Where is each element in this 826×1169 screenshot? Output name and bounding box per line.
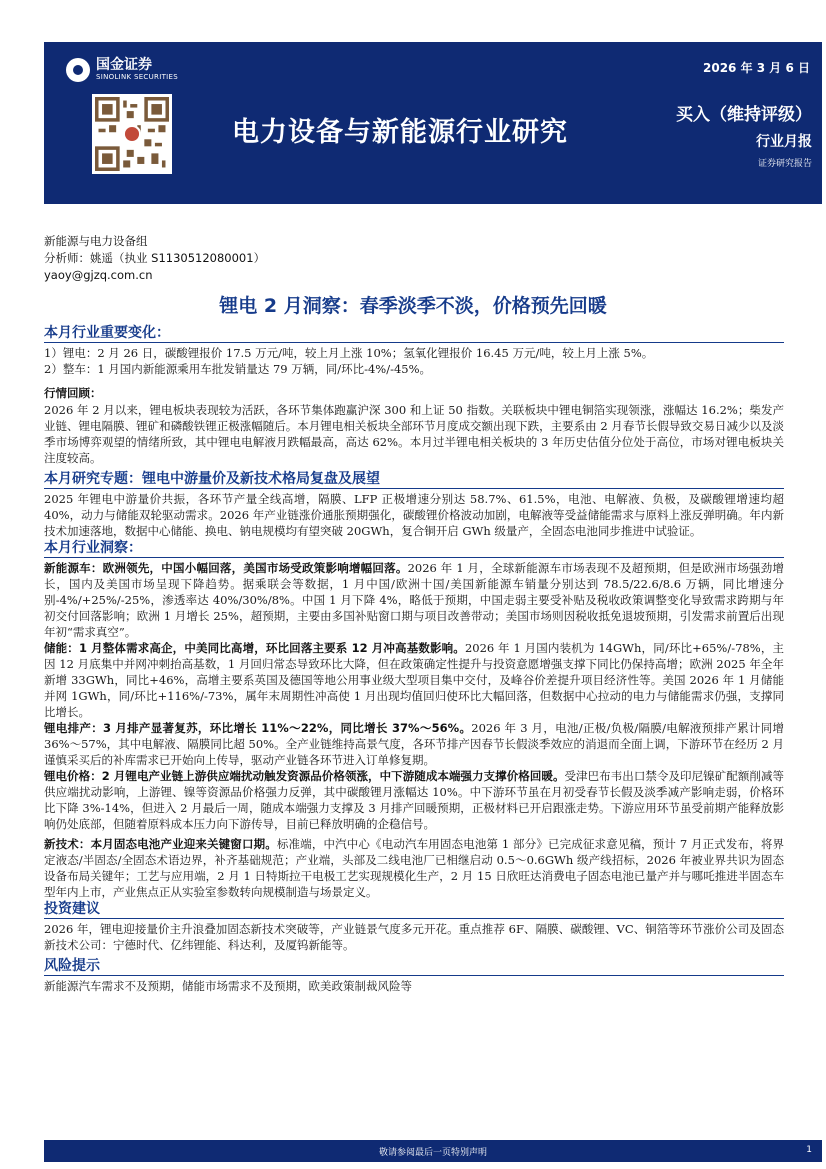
report-type: 行业月报 — [756, 134, 812, 150]
section-heading-review: 行情回顾： — [44, 386, 102, 400]
insight-text: 受津巴布韦出口禁令及印尼镍矿配额削减等供应端扰动影响，上游锂、镍等资源品价格强力反弹，其中碳酸锂月涨幅达 10%。中下游环节虽在月初受春节长假及淡季减产影响走弱，价格环比下降 3%-14%，但进入 2 月最后一周，随成本端强力支撑及 3 月排产回暖预期，正极材料已开启跟涨走势。下游应用环节虽受前期产能释放影响仍处底部，但随着原料成本压力向下游传导，目前已释放明确的企稳信号。 — [44, 769, 784, 831]
change-item: 1）锂电：2 月 26 日，碳酸锂报价 17.5 万元/吨，较上月上涨 10%；氢氧化锂报价 16.45 万元/吨，较上月上涨 5%。 — [44, 346, 654, 360]
logo-name-cn: 国金证券 — [96, 57, 152, 73]
insight-paragraph — [44, 768, 784, 832]
insight-paragraph — [44, 836, 784, 900]
review-text: 2026 年 2 月以来，锂电板块表现较为活跃，各环节集体跑赢沪深 300 和上证 50 指数。关联板块中锂电铜箔实现领涨，涨幅达 16.2%；柴发产业链、锂电隔膜、锂矿和磷酸铁锂正极涨幅随后。本月锂电相关板块全部环节月度成交额出现下跌，主要系由 2 月春节长假导致交易日减少以及淡季市场博弈观望的情绪所致，其中锂电电解液月跌幅最高，高达 62%。本月过半锂电相关板块的 3 年历史估值分位处于高位，市场对锂电板块关注度较高。 — [44, 403, 784, 465]
section-heading-changes: 本月行业重要变化： — [44, 324, 784, 343]
insight-paragraph — [44, 720, 784, 768]
insight-text: 2026 年 1 月国内装机为 14GWh，同/环比+65%/-78%，主因 12 月底集中并网冲刺抬高基数，1 月回归常态导致环比大降，但在政策确定性提升与投资意愿增强支撑下同比仍保持高增；欧洲 2025 年全年新增 33GWh，同比+46%，高增主要系英国及德国等地公用事业级大型项目集中交付，及峰谷价差提升项目经济性等。美国 2026 年 1 月储能并网 1GWh，同/环比+116%/-73%，属年末周期性冲高使 1 月出现均值回归使环比大幅回落，但数据中心拉动的电力与储能需求仍强，支撑同比增长。 — [44, 641, 784, 719]
analyst-name: 分析师：姚遥（执业 S1130512080001） — [44, 251, 266, 265]
section-heading-invest: 投资建议 — [44, 900, 784, 919]
insight-lead: 锂电价格：2 月锂电产业链上游供应端扰动触发资源品价格领涨，中下游随成本端强力支撑价格回暖。 — [44, 769, 565, 783]
page-number: 1 — [806, 1145, 812, 1155]
insight-paragraph — [44, 560, 784, 640]
main-title: 锂电 2 月洞察：春季淡季不淡，价格预先回暖 — [219, 295, 607, 317]
invest-text: 2026 年，锂电迎接量价主升浪叠加固态新技术突破等，产业链景气度多元开花。重点推荐 6F、隔膜、碳酸锂、VC、铜箔等环节涨价公司及固态新技术公司：宁德时代、亿纬锂能、科达利，及厦钨新能等。 — [44, 922, 784, 952]
team-name: 新能源与电力设备组 — [44, 234, 148, 248]
risk-text: 新能源汽车需求不及预期，储能市场需求不及预期，欧美政策制裁风险等 — [44, 979, 412, 993]
insight-lead: 新技术：本月固态电池产业迎来关键窗口期。 — [44, 837, 277, 851]
analyst-email: yaoy@gjzq.com.cn — [44, 268, 153, 282]
section-heading-insight: 本月行业洞察： — [44, 539, 784, 558]
insight-lead: 新能源车：欧洲领先，中国小幅回落，美国市场受政策影响增幅回落。 — [44, 561, 408, 575]
company-logo — [66, 58, 178, 82]
qr-code-icon — [92, 94, 172, 174]
insight-paragraph — [44, 640, 784, 720]
topic-text: 2025 年锂电中游量价共振，各环节产量全线高增，隔膜、LFP 正极增速分别达 58.7%、61.5%，电池、电解液、负极，及碳酸锂增速均超 40%，动力与储能双轮驱动需求。2026 年产业链涨价通胀预期强化，碳酸锂价格波动加剧，电解液等受益储能需求与原料上涨反弹明确。年内新技术加速落地，数据中心储能、换电、钠电规模均有望突破 20GWh，复合铜开启 GWh 级量产，全固态电池同步推进中试验证。 — [44, 492, 784, 538]
rating-label: 买入（维持评级） — [676, 105, 812, 125]
footer-disclaimer: 敬请参阅最后一页特别声明 — [378, 1148, 487, 1158]
insight-text: 2026 年 3 月，电池/正极/负极/隔膜/电解液预排产累计同增 36%～57%，其中电解液、隔膜同比超 50%。全产业链维持高景气度，各环节排产因春节长假淡季效应的消退而全面上调，下游环节在经历 2 月谨慎采买后的补库需求已开始向上传导，驱动产业链各环节进入订单修复期。 — [44, 721, 785, 767]
insight-lead: 锂电排产：3 月排产显著复苏，环比增长 11%～22%，同比增长 37%～56%。 — [44, 721, 472, 735]
section-heading-topic: 本月研究专题：锂电中游量价及新技术格局复盘及展望 — [44, 470, 784, 489]
insight-text: 2026 年 1 月，全球新能源车市场表现不及超预期，但是欧洲市场强劲增长，国内及美国市场呈现下降趋势。据乘联会等数据，1 月中国/欧洲十国/美国新能源车销量分别达到 78.5/22.6/8.6 万辆，同比增速分别-4%/+25%/-25%，渗透率达 40%/30%/8%。中国 1 月下降 4%，略低于预期，中国走弱主要受补贴及税收政策调整变化导致需求跨期与年初交付回落影响；欧洲 1 月增长 25%，超预期，主要由多国补贴窗口期与项目改善带动；美国市场则因税收抵免退坡预期，引发需求前置后出现年初“需求真空”。 — [44, 561, 785, 639]
analyst-info — [44, 233, 265, 284]
logo-icon — [66, 58, 90, 82]
insight-lead: 储能：1 月整体需求高企，中美同比高增，环比回落主要系 12 月冲高基数影响。 — [44, 641, 465, 655]
logo-name-en: SINOLINK SECURITIES — [96, 73, 178, 81]
section-heading-risk: 风险提示 — [44, 957, 784, 976]
report-subtitle: 证券研究报告 — [757, 159, 812, 169]
report-title: 电力设备与新能源行业研究 — [232, 117, 568, 148]
insight-text: 标准端，中汽中心《电动汽车用固态电池第 1 部分》已完成征求意见稿，预计 7 月正式发布，将界定液态/半固态/全固态术语边界，补齐基础规范；产业端，头部及二线电池厂已相继启动 0.5～0.6GWh 级产线招标，2026 年被业界共识为固态设备布局关键年；工艺与应用端，2 月 1 日特斯拉干电极工艺实现规模化生产，2 月 15 日欣旺达消费电子固态电池已量产并与哪吒推进半固态车型年内上市，产业焦点正从实验室参数转向规模制造与场景定义。 — [44, 837, 784, 899]
change-item: 2）整车：1 月国内新能源乘用车批发销量达 79 万辆，同/环比-4%/-45%。 — [44, 362, 432, 376]
page-footer — [44, 1140, 822, 1162]
report-date: 2026 年 3 月 6 日 — [703, 61, 810, 75]
report-body — [44, 324, 784, 994]
